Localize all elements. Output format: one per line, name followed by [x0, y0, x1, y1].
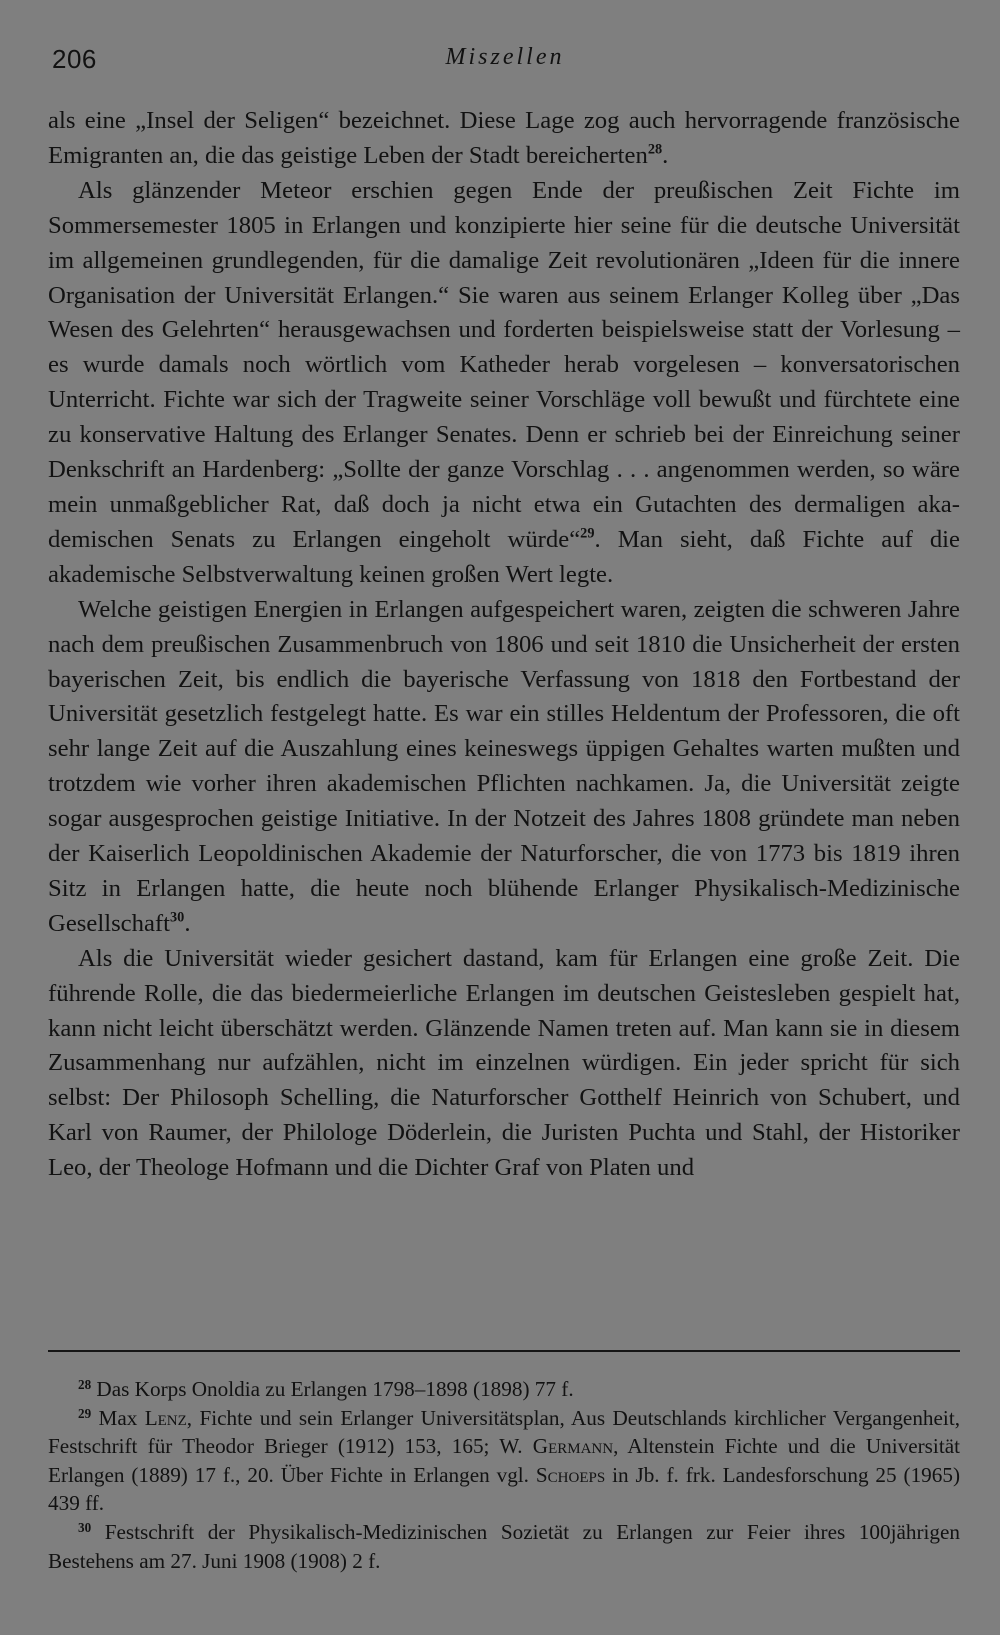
footnote-ref-29: 29 — [580, 525, 595, 542]
paragraph-text: Welche geistigen Energien in Erlangen aufgespeichert waren, zeigten die schweren Jahre nach dem preußischen Zusammenbruch von 1806 und seit 1810 die Unsicherheit der ersten bayerischen Zeit, bis endlich die bayerische Verfassung von 1818 den Fortbestand der Universität gesetzlich festgelegt hatte. Es war ein stilles Heldentum der Professoren, die oft sehr lange Zeit auf die Auszahlung eines keineswegs üppigen Gehaltes warten mußten und trotzdem wie vorher ihren akademischen Pflichten nachkamen. Ja, die Universität zeigte sogar ausgesprochen geistige Initiative. In der Notzeit des Jahres 1808 gründete man neben der Kaiserlich Leopoldinischen Akademie der Naturforscher, die von 1773 bis 1819 ihren Sitz in Erlangen hatte, die heute noch blühende Erlanger Physikalisch-Medizinische Gesellschaft — [48, 595, 960, 937]
footnote-mark: 30 — [78, 1519, 92, 1535]
footnote-29 — [48, 1404, 960, 1518]
footnote-text: Festschrift der Physikalisch-Medizinischen Sozietät zu Erlangen zur Feier ihres 100jährigen Bestehens am 27. Juni 1908 (1908) 2 f. — [48, 1519, 960, 1573]
paragraph-1 — [48, 104, 960, 174]
footnote-text: Das Korps Onoldia zu Erlangen 1798–1898 (1898) 77 f. — [96, 1377, 574, 1401]
footnote-author-schoeps: Schoeps — [535, 1462, 606, 1487]
paragraph-tail: . Man sieht, daß Fichte auf die akademische Selbstverwaltung keinen großen Wert legte. — [48, 525, 960, 588]
paragraph-text: Als die Universität wieder gesichert dastand, kam für Erlangen eine große Zeit. Die führende Rolle, die das biedermeierliche Erlangen im deutschen Geistesleben gespielt hat, kann nicht leicht überschätzt werden. Glänzende Namen treten auf. Man kann sie in diesem Zusammenhang nur aufzählen, nicht im einzelnen würdigen. Ein jeder spricht für sich selbst: Der Philosoph Schelling, die Naturforscher Gotthelf Heinrich von Schubert, und Karl von Raumer, der Philologe Döderlein, die Juristen Puchta und Stahl, der Historiker Leo, der Theologe Hofmann und die Dichter Graf von Platen und — [48, 944, 960, 1182]
footnote-author-lenz: Lenz — [144, 1405, 187, 1430]
footnote-ref-28: 28 — [647, 141, 663, 158]
paragraph-3 — [48, 593, 960, 942]
footnote-author-germann: Germann — [532, 1434, 614, 1459]
footnote-mark: 29 — [78, 1405, 92, 1421]
footnote-ref-30: 30 — [170, 909, 185, 926]
footnote-28 — [48, 1375, 960, 1404]
paragraph-text: Als glänzender Meteor erschien gegen Ende der preußischen Zeit Fichte im Sommersemester 1805 in Erlangen und konzipierte hier seine für die deutsche Universität im allgemeinen grundlegenden, für die damalige Zeit revolutionären „Ideen für die innere Organisation der Universität Erlangen.“ Sie waren aus seinem Erlanger Kolleg über „Das Wesen des Gelehrten“ herausgewachsen und forderten beispielsweise statt der Vorlesung – es wurde damals noch wörtlich vom Katheder herab vorgelesen – konversatorischen Unterricht. Fichte war sich der Tragweite seiner Vorschläge voll bewußt und fürchtete eine zu konservative Haltung des Erlanger Senates. Denn er schrieb bei der Einreichung seiner Denkschrift an Hardenberg: „Sollte der ganze Vorschlag . . . angenommen werden, so wäre mein unmaßgeblicher Rat, daß doch ja nicht etwa ein Gutachten des dermaligen akademischen Senats zu Erlangen eingeholt würde“ — [48, 176, 960, 553]
footnote-mark: 28 — [78, 1376, 92, 1392]
footnotes — [48, 1375, 960, 1575]
paragraph-2 — [48, 174, 960, 593]
running-head — [50, 44, 960, 84]
page-number: 206 — [52, 44, 97, 74]
paragraph-text: als eine „Insel der Seligen“ bezeichnet. Diese Lage zog auch hervorragende französische Emigranten an, die das geistige Leben der Stadt bereicherten — [48, 107, 960, 169]
paragraph-tail: . — [184, 909, 191, 937]
footnote-30 — [48, 1518, 960, 1575]
body-text — [48, 104, 960, 1186]
footnote-divider — [48, 1350, 960, 1352]
footnote-text: , Fichte und sein Erlanger Universitätsplan, Aus Deutschlands kirchlicher Vergangenheit, Festschrift für Theodor Brieger (1912) 153, 165; W. — [48, 1405, 961, 1459]
section-title: Miszellen — [445, 44, 565, 70]
footnote-author-prefix: Max — [98, 1405, 145, 1430]
paragraph-tail: . — [662, 141, 669, 169]
paragraph-4 — [48, 942, 960, 1186]
footnote-text: in Jb. f. frk. Landesforschung 25 (1965) 439 ff. — [48, 1462, 961, 1516]
footnote-text: , Altenstein Fichte und die Universität Erlangen (1889) 17 f., 20. Über Fichte in Erlangen vgl. — [48, 1434, 960, 1487]
